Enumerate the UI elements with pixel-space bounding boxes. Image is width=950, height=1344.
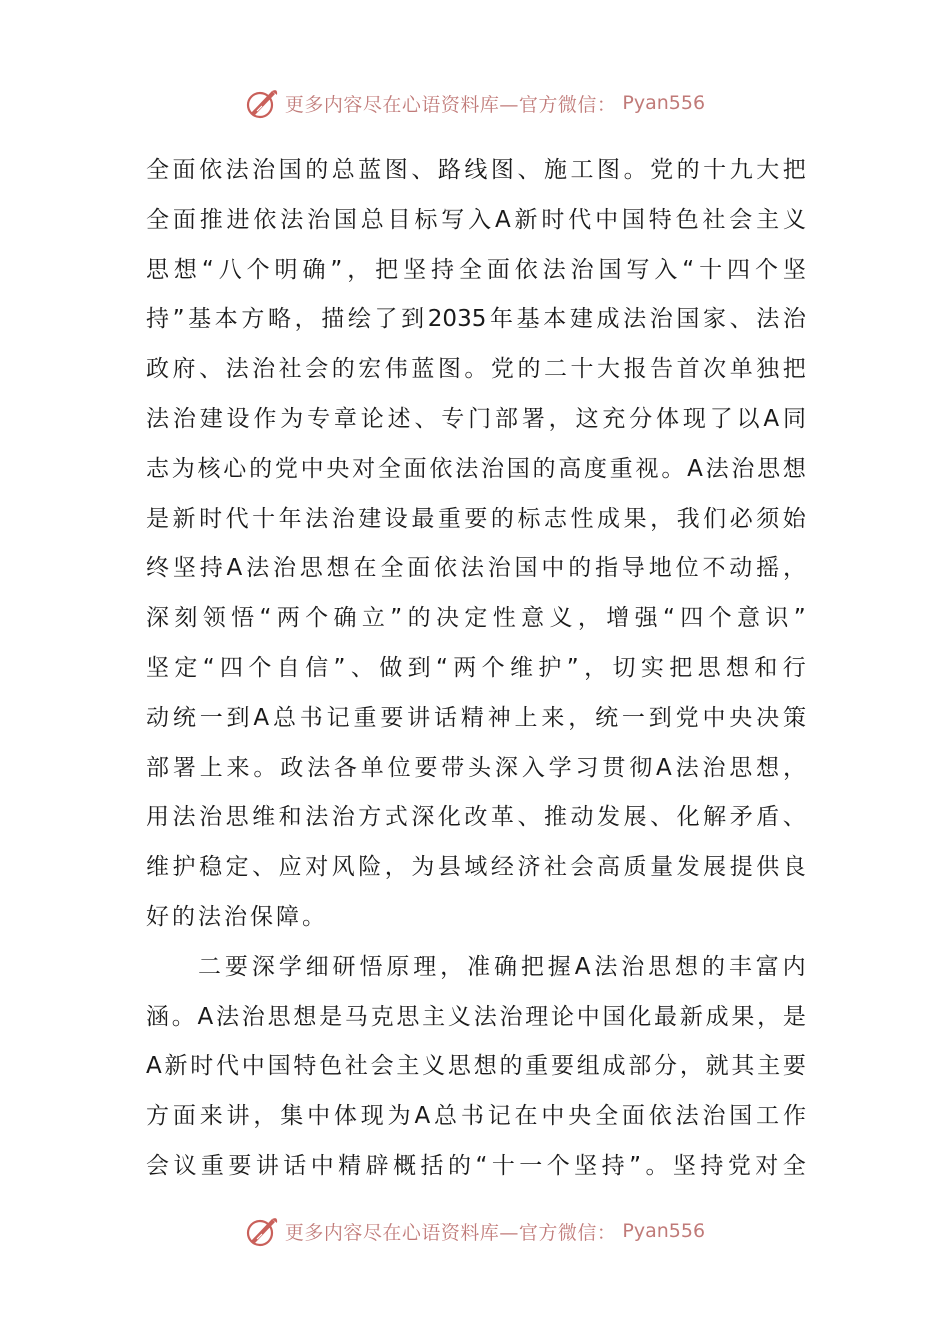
paragraph-line: 法 治 建 设 作 为 专 章 论 述 、 专 门 部 署 ， 这 充 分 体 现 了 以 A 同 (146, 405, 806, 432)
paragraph-line: 动 统 一 到 A 总 书 记 重 要 讲 话 精 神 上 来 ， 统 一 到 党 中 央 决 策 (146, 704, 806, 731)
paragraph-line: 方 面 来 讲 ， 集 中 体 现 为 A 总 书 记 在 中 央 全 面 依 法 治 国 工 作 (146, 1103, 806, 1130)
watermark-wechat-id: Pyan556 (622, 92, 706, 114)
paragraph-line: 志 为 核 心 的 党 中 央 对 全 面 依 法 治 国 的 高 度 重 视 。 A 法 治 思 想 (146, 455, 806, 482)
paragraph-line: 部 署 上 来 。 政 法 各 单 位 要 带 头 深 入 学 习 贯 彻 A 法 治 思 想 ， (146, 754, 806, 781)
paragraph-line: 思 想 “ 八 个 明 确 ” ， 把 坚 持 全 面 依 法 治 国 写 入 “ 十 四 个 坚 (146, 256, 806, 283)
footer-watermark (0, 1211, 950, 1251)
paragraph-line: 终 坚 持 A 法 治 思 想 在 全 面 依 法 治 国 中 的 指 导 地 位 不 动 摇 ， (146, 555, 806, 582)
paragraph-line: 全 面 依 法 治 国 的 总 蓝 图 、 路 线 图 、 施 工 图 。 党 的 十 九 大 把 (146, 157, 806, 183)
paragraph-line: 政 府 、 法 治 社 会 的 宏 伟 蓝 图 。 党 的 二 十 大 报 告 首 次 单 独 把 (146, 356, 806, 383)
watermark-text: 更多内容尽在心语资料库—官方微信： (284, 93, 617, 116)
paragraph-line: 涵 。 A 法 治 思 想 是 马 克 思 主 义 法 治 理 论 中 国 化 最 新 成 果 ， 是 (146, 1003, 806, 1030)
paragraph-line: 坚 定 “ 四 个 自 信 ” 、 做 到 “ 两 个 维 护 ” ， 切 实 把 思 想 和 行 (146, 654, 806, 681)
document-body (146, 146, 806, 1192)
watermark-wechat-id: Pyan556 (622, 1220, 706, 1242)
quill-logo-icon (245, 86, 279, 120)
paragraph-line: 用 法 治 思 维 和 法 治 方 式 深 化 改 革 、 推 动 发 展 、 化 解 矛 盾 、 (146, 804, 806, 831)
paragraph-line: 会 议 重 要 讲 话 中 精 辟 概 括 的 “ 十 一 个 坚 持 ” 。 坚 持 党 对 全 (146, 1152, 806, 1179)
paragraph-line: A 新 时 代 中 国 特 色 社 会 主 义 思 想 的 重 要 组 成 部 分 ， 就 其 主 要 (146, 1053, 806, 1080)
watermark-text: 更多内容尽在心语资料库—官方微信： (284, 1221, 617, 1244)
paragraph-line: 全 面 推 进 依 法 治 国 总 目 标 写 入 A 新 时 代 中 国 特 色 社 会 主 义 (146, 206, 806, 233)
quill-logo-icon (245, 1214, 279, 1248)
paragraph-line: 持 ” 基 本 方 略 ， 描 绘 了 到 2035 年 基 本 建 成 法 治 国 家 、 法 治 (146, 306, 806, 333)
paragraph-line: 二 要 深 学 细 研 悟 原 理 ， 准 确 把 握 A 法 治 思 想 的 丰 富 内 (198, 953, 806, 980)
paragraph-line: 好的法治保障。 (146, 903, 328, 930)
paragraph-line: 深 刻 领 悟 “ 两 个 确 立 ” 的 决 定 性 意 义 ， 增 强 “ 四 个 意 识 ” (146, 605, 806, 632)
paragraph-line: 维 护 稳 定 、 应 对 风 险 ， 为 县 域 经 济 社 会 高 质 量 发 展 提 供 良 (146, 854, 806, 881)
header-watermark (0, 83, 950, 123)
paragraph-line: 是 新 时 代 十 年 法 治 建 设 最 重 要 的 标 志 性 成 果 ， 我 们 必 须 始 (146, 505, 806, 532)
